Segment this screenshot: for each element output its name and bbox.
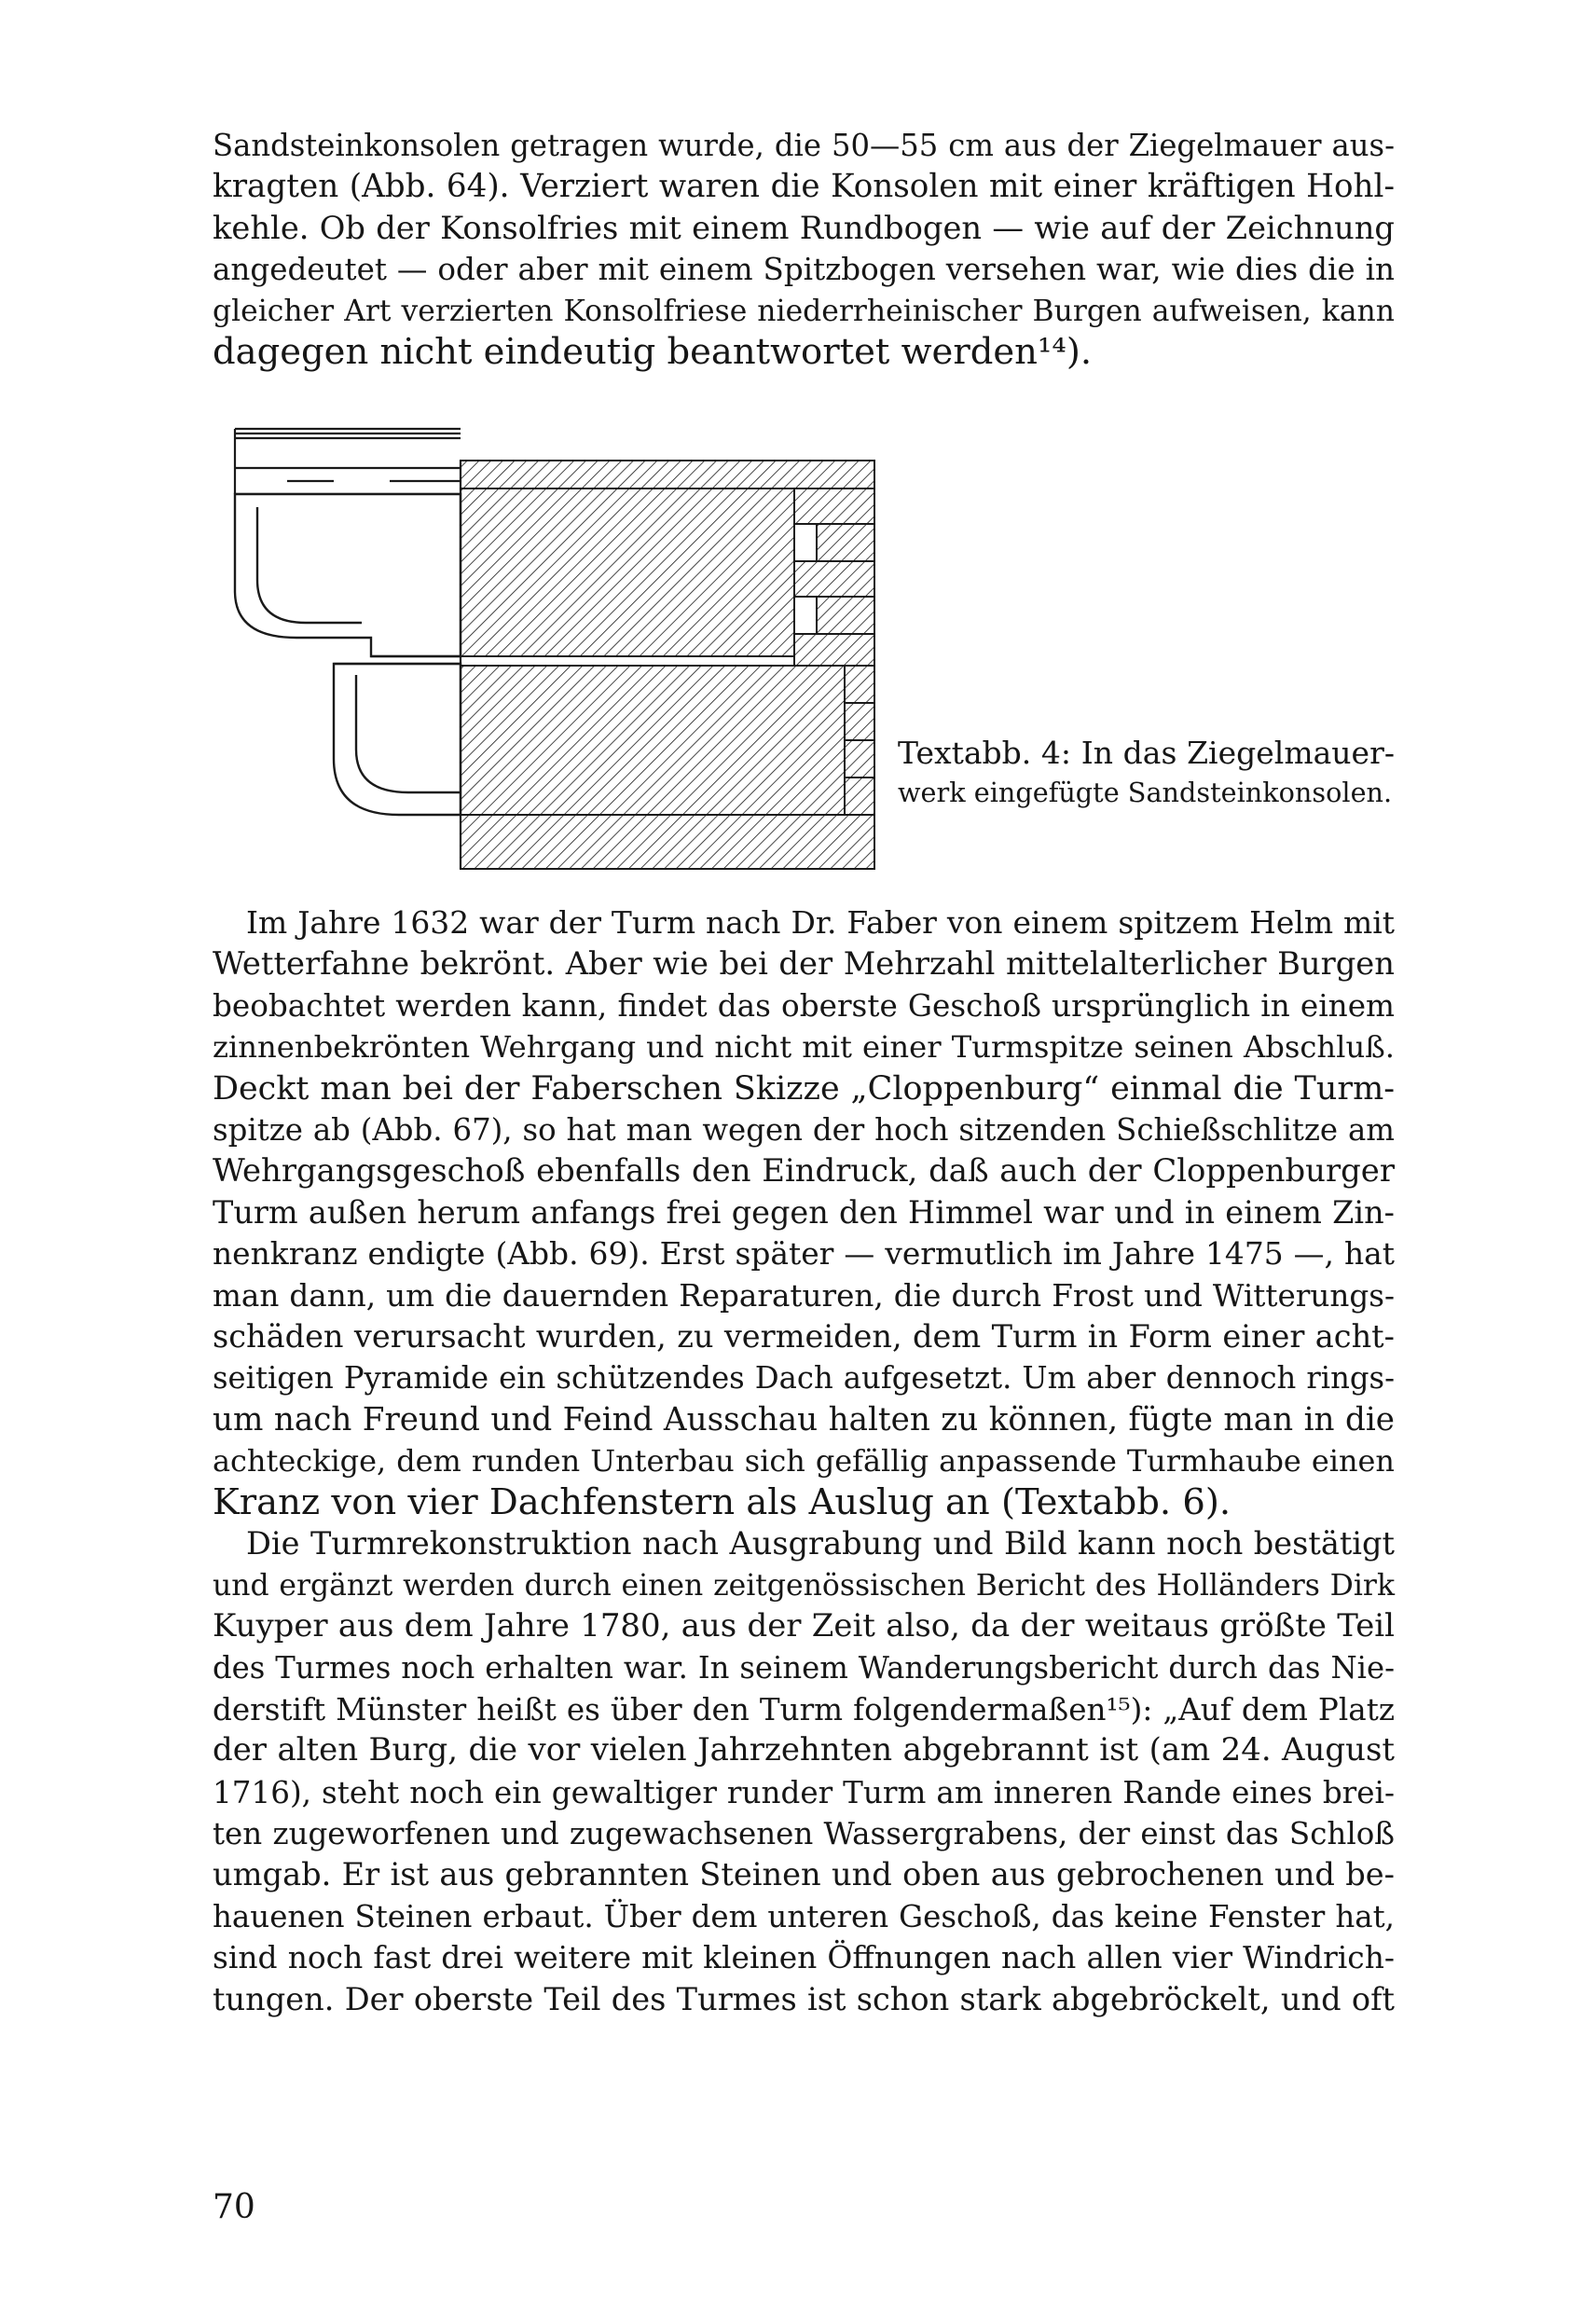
- text-line: hauenen Steinen erbaut. Über dem unteren Geschoß, das keine Fenster hat,: [213, 1898, 1395, 1934]
- text-line: und ergänzt werden durch einen zeitgenössischen Bericht des Holländers Dirk: [213, 1568, 1395, 1603]
- figure-caption: [898, 734, 1395, 812]
- text-line: gleicher Art verzierten Konsolfriese niederrheinischer Burgen aufweisen, kann: [213, 294, 1395, 328]
- text-line: Turm außen herum anfangs frei gegen den Himmel war und in einem Zin-: [213, 1193, 1395, 1231]
- text-line: Wehrgangsgeschoß ebenfalls den Eindruck, daß auch der Cloppenburger: [213, 1152, 1395, 1190]
- text-line: derstift Münster heißt es über den Turm folgendermaßen¹⁵): „Auf dem Platz: [213, 1691, 1395, 1727]
- text-line: sind noch fast drei weitere mit kleinen Öffnungen nach allen vier Windrich-: [213, 1939, 1395, 1976]
- text-line: dagegen nicht eindeutig beantwortet werden¹⁴).: [213, 331, 1093, 374]
- text-line: angedeutet — oder aber mit einem Spitzbogen versehen war, wie dies die in: [213, 252, 1395, 288]
- caption-line: werk eingefügte Sandsteinkonsolen.: [898, 777, 1393, 808]
- caption-line: Textabb. 4: In das Ziegelmauer-: [898, 735, 1395, 771]
- console-section-drawing: [231, 423, 884, 874]
- text-line: des Turmes noch erhalten war. In seinem Wanderungsbericht durch das Nie-: [213, 1650, 1395, 1686]
- text-line: zinnenbekrönten Wehrgang und nicht mit einer Turmspitze seinen Abschluß.: [213, 1029, 1395, 1066]
- text-line: Im Jahre 1632 war der Turm nach Dr. Faber von einem spitzem Helm mit: [246, 904, 1395, 941]
- text-line: nenkranz endigte (Abb. 69). Erst später — vermutlich im Jahre 1475 —, hat: [213, 1235, 1395, 1273]
- text-line: kehle. Ob der Konsolfries mit einem Rundbogen — wie auf der Zeichnung: [213, 209, 1395, 246]
- text-line: schäden verursacht wurden, zu vermeiden, dem Turm in Form einer acht-: [213, 1318, 1395, 1356]
- text-line: kragten (Abb. 64). Verziert waren die Konsolen mit einer kräftigen Hohl-: [213, 168, 1395, 206]
- text-line: der alten Burg, die vor vielen Jahrzehnten abgebrannt ist (am 24. August: [213, 1732, 1395, 1769]
- text-line: tungen. Der oberste Teil des Turmes ist schon stark abgebröckelt, und oft: [213, 1980, 1395, 2017]
- text-line: Kranz von vier Dachfenstern als Auslug an (Textabb. 6).: [213, 1480, 1231, 1523]
- body-text: [213, 902, 1395, 2020]
- text-line: Deckt man bei der Faberschen Skizze „Cloppenburg“ einmal die Turm-: [213, 1069, 1395, 1108]
- page-number: 70: [213, 2188, 255, 2226]
- text-line: Wetterfahne bekrönt. Aber wie bei der Mehrzahl mittelalterlicher Burgen: [213, 945, 1395, 983]
- text-line: Sandsteinkonsolen getragen wurde, die 50—55 cm aus der Ziegelmauer aus-: [213, 128, 1395, 163]
- text-line: achteckige, dem runden Unterbau sich gefällig anpassende Turmhaube einen: [213, 1443, 1395, 1479]
- text-line: Kuyper aus dem Jahre 1780, aus der Zeit also, da der weitaus größte Teil: [213, 1607, 1395, 1645]
- text-line: spitze ab (Abb. 67), so hat man wegen der hoch sitzenden Schießschlitze am: [213, 1112, 1395, 1149]
- text-line: man dann, um die dauernden Reparaturen, die durch Frost und Witterungs-: [213, 1277, 1395, 1314]
- text-line: umgab. Er ist aus gebrannten Steinen und oben aus gebrochenen und be-: [213, 1856, 1395, 1893]
- text-line: 1716), steht noch ein gewaltiger runder Turm am inneren Rande eines brei-: [213, 1774, 1395, 1810]
- text-line: ten zugeworfenen und zugewachsenen Wassergrabens, der einst das Schloß: [213, 1815, 1395, 1851]
- text-line: seitigen Pyramide ein schützendes Dach aufgesetzt. Um aber dennoch rings-: [213, 1360, 1395, 1397]
- text-line: beobachtet werden kann, findet das oberste Geschoß ursprünglich in einem: [213, 987, 1395, 1024]
- paragraph-top: [213, 125, 1395, 373]
- text-line: um nach Freund und Feind Ausschau halten zu können, fügte man in die: [213, 1400, 1395, 1438]
- text-line: Die Turmrekonstruktion nach Ausgrabung und Bild kann noch bestätigt: [246, 1525, 1395, 1562]
